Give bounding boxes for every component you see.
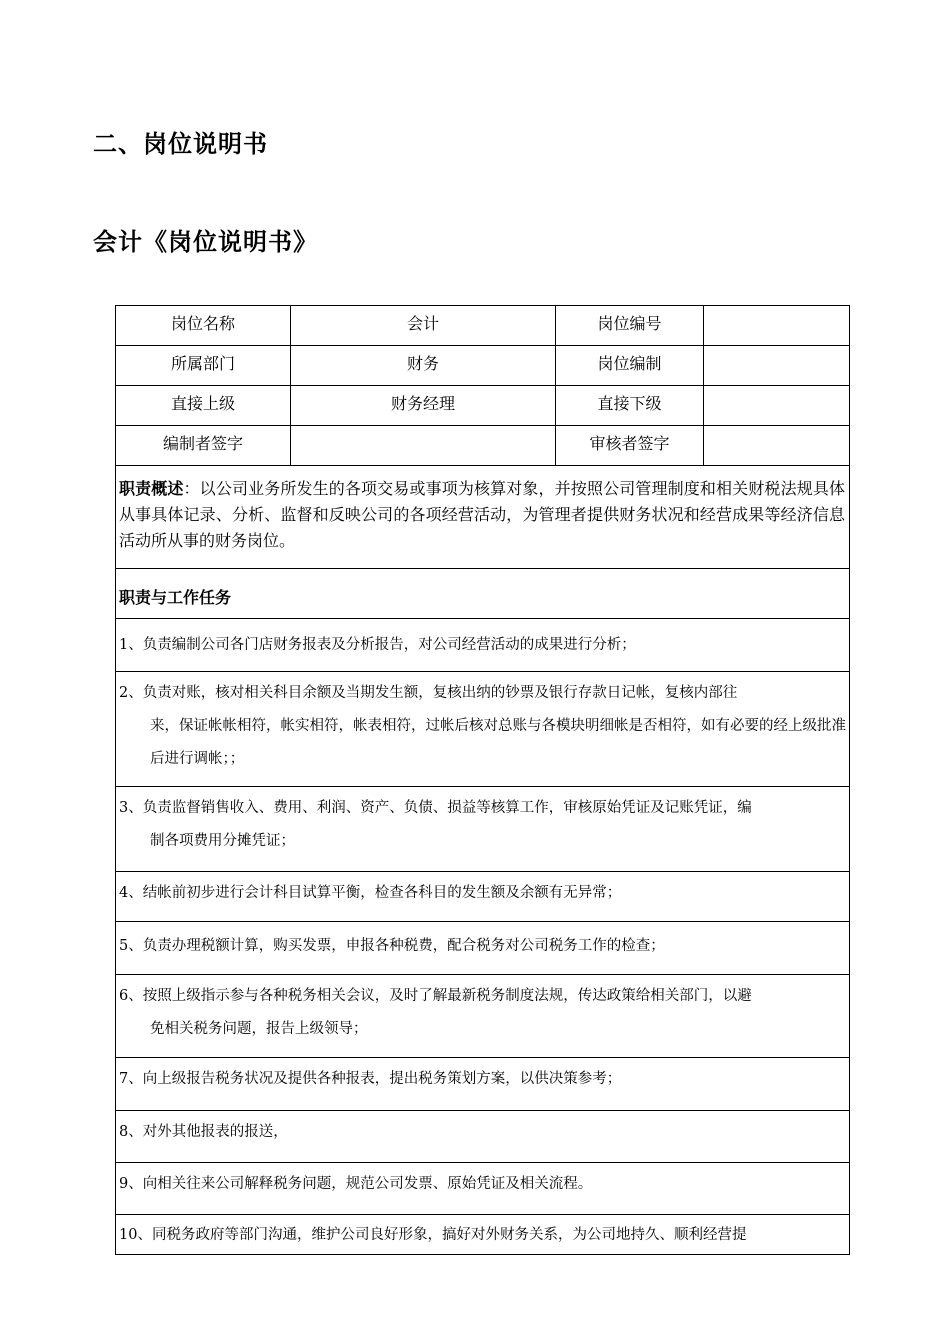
task-row [116, 872, 850, 922]
task-row [116, 1163, 850, 1215]
author-sign-label: 编制者签字 [116, 426, 291, 466]
headcount-value [704, 346, 850, 386]
reviewer-sign-label: 审核者签字 [556, 426, 704, 466]
duties-title: 职责与工作任务 [116, 569, 850, 619]
responsibility-summary [116, 466, 850, 569]
task-row [116, 787, 850, 872]
task-item [116, 1163, 850, 1215]
task-item [116, 787, 850, 872]
task-row [116, 975, 850, 1058]
task-text-continued: 免相关税务问题，报告上级领导； [150, 1021, 368, 1037]
summary-label: 职责概述 [119, 479, 184, 498]
author-sign-value [291, 426, 556, 466]
task-row [116, 672, 850, 787]
headcount-label: 岗位编制 [556, 346, 704, 386]
task-text: 2、负责对账，核对相关科目余额及当期发生额，复核出纳的钞票及银行存款日记帐，复核内部往 [119, 685, 738, 701]
task-item [116, 672, 850, 787]
task-row [116, 619, 850, 672]
superior-value: 财务经理 [291, 386, 556, 426]
task-text: 6、按照上级指示参与各种税务相关会议，及时了解最新税务制度法规，传达政策给相关部门，以避 [119, 988, 752, 1004]
task-text: 8、对外其他报表的报送， [119, 1124, 288, 1140]
position-name-value: 会计 [291, 306, 556, 346]
duties-title-row [116, 569, 850, 619]
reviewer-sign-value [704, 426, 850, 466]
task-text-continued: 制各项费用分摊凭证； [150, 833, 295, 849]
task-item [116, 1058, 850, 1111]
info-row-position [116, 306, 850, 346]
info-row-department [116, 346, 850, 386]
task-row [116, 1215, 850, 1255]
task-text: 3、负责监督销售收入、费用、利润、资产、负债、损益等核算工作，审核原始凭证及记账凭证，编 [119, 800, 752, 816]
task-row [116, 922, 850, 975]
task-text-continued: 来，保证帐帐相符，帐实相符，帐表相符，过帐后核对总账与各模块明细帐是否相符，如有必要的经上级批准后进行调帐；； [150, 718, 846, 767]
task-item [116, 975, 850, 1058]
summary-text: ：以公司业务所发生的各项交易或事项为核算对象，并按照公司管理制度和相关财税法规具体从事具体记录、分析、监督和反映公司的各项经营活动，为管理者提供财务状况和经营成果等经济信息活动所从事的财务岗位。 [119, 479, 845, 550]
task-row [116, 1058, 850, 1111]
superior-label: 直接上级 [116, 386, 291, 426]
task-row [116, 1111, 850, 1163]
task-text: 10、同税务政府等部门沟通，维护公司良好形象，搞好对外财务关系，为公司地持久、顺利经营提 [119, 1227, 747, 1243]
position-code-label: 岗位编号 [556, 306, 704, 346]
task-item [116, 872, 850, 922]
task-text: 1、负责编制公司各门店财务报表及分析报告，对公司经营活动的成果进行分析； [119, 637, 636, 653]
subordinate-label: 直接下级 [556, 386, 704, 426]
department-label: 所属部门 [116, 346, 291, 386]
position-name-label: 岗位名称 [116, 306, 291, 346]
section-heading: 二、岗位说明书 [93, 130, 268, 158]
job-description-table [115, 305, 850, 1255]
task-item [116, 619, 850, 672]
task-item [116, 1215, 850, 1255]
task-text: 9、向相关往来公司解释税务问题，规范公司发票、原始凭证及相关流程。 [119, 1176, 593, 1192]
subordinate-value [704, 386, 850, 426]
task-text: 7、向上级报告税务状况及提供各种报表，提出税务策划方案，以供决策参考； [119, 1071, 622, 1087]
position-code-value [704, 306, 850, 346]
task-item [116, 922, 850, 975]
task-text: 4、结帐前初步进行会计科目试算平衡，检查各科目的发生额及余额有无异常； [119, 885, 622, 901]
task-item [116, 1111, 850, 1163]
summary-row [116, 466, 850, 569]
info-row-reporting [116, 386, 850, 426]
document-title: 会计《岗位说明书》 [93, 228, 318, 256]
info-row-signatures [116, 426, 850, 466]
task-text: 5、负责办理税额计算，购买发票，申报各种税费，配合税务对公司税务工作的检查； [119, 938, 665, 954]
department-value: 财务 [291, 346, 556, 386]
